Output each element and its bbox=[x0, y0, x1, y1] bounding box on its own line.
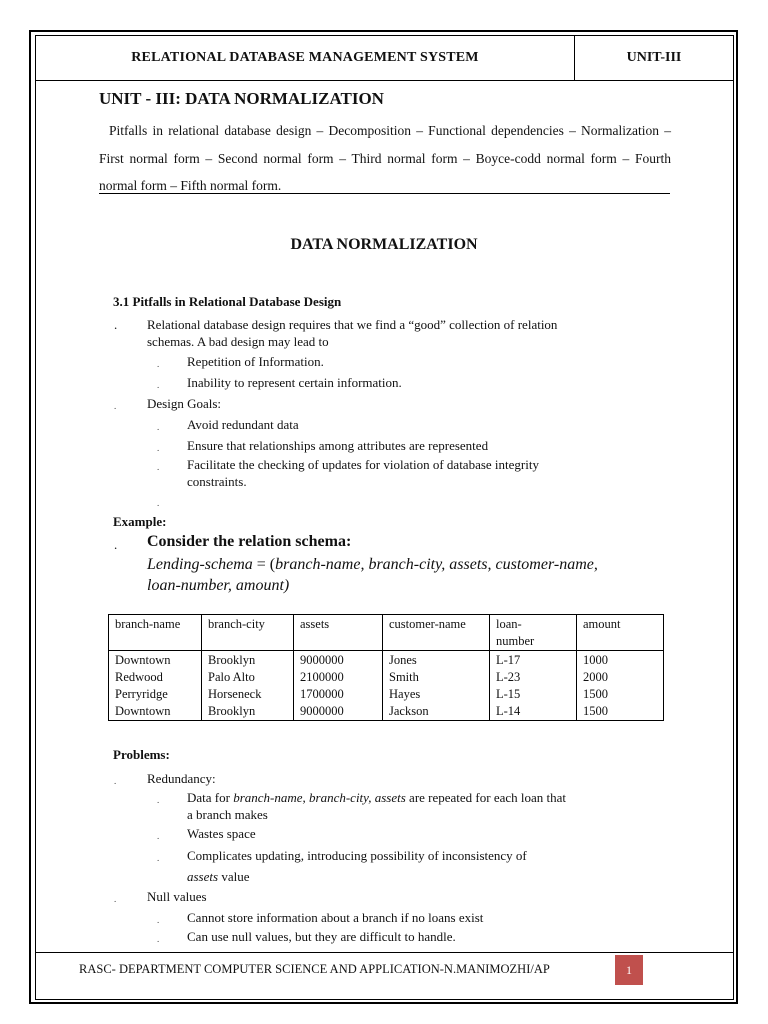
footer-rule bbox=[35, 952, 734, 953]
table-cell: L-17 bbox=[496, 653, 521, 667]
sub-bullet-marker: . bbox=[157, 831, 160, 841]
table-cell: Hayes bbox=[389, 687, 421, 701]
header-unit: UNIT-III bbox=[626, 50, 682, 65]
lending-table bbox=[108, 614, 664, 721]
sub-bullet-marker: . bbox=[157, 380, 160, 390]
header-title: RELATIONAL DATABASE MANAGEMENT SYSTEM bbox=[131, 50, 479, 65]
redundancy-item-1-line-2: a branch makes bbox=[187, 807, 268, 822]
sub-bullet-marker: . bbox=[157, 498, 160, 508]
bullet-marker: . bbox=[114, 317, 118, 332]
schema-equals: = ( bbox=[252, 556, 276, 573]
pitfall-inability: Inability to represent certain information. bbox=[187, 375, 402, 390]
problems-label: Problems: bbox=[113, 747, 170, 762]
sub-bullet-marker: . bbox=[157, 422, 160, 432]
redundancy-item-1-italic: branch-name, branch-city, assets bbox=[233, 790, 406, 805]
pitfalls-bullet-1-line-1: Relational database design requires that we find a “good” collection of relation bbox=[147, 317, 558, 332]
section-title: DATA NORMALIZATION bbox=[290, 236, 478, 253]
table-cell: Horseneck bbox=[208, 687, 262, 701]
schema-name: Lending-schema bbox=[147, 556, 253, 573]
page-number-badge: 1 bbox=[615, 955, 643, 985]
table-header-cell: loan- number bbox=[490, 615, 577, 651]
bullet-marker: . bbox=[114, 401, 117, 411]
table-cell: Downtown bbox=[115, 704, 171, 718]
table-cell: Palo Alto bbox=[208, 670, 255, 684]
sub-bullet-marker: . bbox=[157, 443, 160, 453]
table-cell: 1700000 bbox=[300, 687, 344, 701]
table-cell: L-23 bbox=[496, 670, 521, 684]
goal-avoid-redundant: Avoid redundant data bbox=[187, 417, 299, 432]
redundancy-item-2: Wastes space bbox=[187, 826, 256, 841]
lending-schema bbox=[147, 554, 617, 596]
sub-bullet-marker: . bbox=[157, 359, 160, 369]
header-rule bbox=[35, 80, 734, 81]
design-goals-label: Design Goals: bbox=[147, 396, 222, 411]
table-cell: Smith bbox=[389, 670, 419, 684]
table-cell: Brooklyn bbox=[208, 653, 256, 667]
null-values-label: Null values bbox=[147, 889, 207, 904]
table-cell: 1500 bbox=[583, 687, 608, 701]
table-cell: 2000 bbox=[583, 670, 608, 684]
table-cell: 1000 bbox=[583, 653, 608, 667]
table-body-row bbox=[109, 651, 664, 721]
sub-bullet-marker: . bbox=[157, 853, 160, 863]
table-header-cell: assets bbox=[294, 615, 383, 651]
bullet-marker: . bbox=[114, 537, 118, 552]
table-cell: 9000000 bbox=[300, 704, 344, 718]
footer-text: RASC- DEPARTMENT COMPUTER SCIENCE AND APPLICATION-N.MANIMOZHI/AP bbox=[79, 962, 550, 976]
pitfalls-heading: 3.1 Pitfalls in Relational Database Design bbox=[113, 294, 342, 309]
unit-heading: UNIT - III: DATA NORMALIZATION bbox=[99, 89, 384, 108]
intro-rule bbox=[99, 193, 670, 194]
table-cell-stack bbox=[577, 651, 664, 721]
goal-integrity-line-2: constraints. bbox=[187, 474, 247, 489]
sub-bullet-marker: . bbox=[157, 934, 160, 944]
table-cell: Jones bbox=[389, 653, 417, 667]
table-header-cell: amount bbox=[577, 615, 664, 651]
table-cell-stack bbox=[294, 651, 383, 721]
pitfalls-bullet-1-line-2: schemas. A bad design may lead to bbox=[147, 334, 329, 349]
sub-bullet-marker: . bbox=[157, 462, 160, 472]
table-header-row bbox=[109, 615, 664, 651]
table-header-cell: branch-name bbox=[109, 615, 202, 651]
table-cell: Brooklyn bbox=[208, 704, 256, 718]
sub-bullet-marker: . bbox=[157, 795, 160, 805]
redundancy-item-1-post: are repeated for each loan that bbox=[405, 790, 567, 805]
table-cell: Downtown bbox=[115, 653, 171, 667]
goal-integrity-line-1: Facilitate the checking of updates for violation of database integrity bbox=[187, 457, 539, 472]
bullet-marker: . bbox=[114, 894, 117, 904]
consider-heading: Consider the relation schema: bbox=[147, 533, 352, 550]
redundancy-item-3-post: value bbox=[218, 869, 250, 884]
table-cell-stack bbox=[202, 651, 294, 721]
redundancy-item-3-line-1: Complicates updating, introducing possibility of inconsistency of bbox=[187, 848, 527, 863]
sub-bullet-marker: . bbox=[157, 915, 160, 925]
table-cell: L-15 bbox=[496, 687, 521, 701]
null-item-1: Cannot store information about a branch if no loans exist bbox=[187, 910, 484, 925]
table-cell-stack bbox=[109, 651, 202, 721]
table-cell-stack bbox=[383, 651, 490, 721]
table-header-cell: customer-name bbox=[383, 615, 490, 651]
unit-intro: Pitfalls in relational database design – Decomposition – Functional dependencies – Normalization – First normal form – Second normal form – Third normal form – Boyce-codd normal form – Fourth normal form – Fifth normal form. bbox=[99, 123, 671, 193]
redundancy-item-3-italic: assets bbox=[187, 869, 219, 884]
table-cell: 1500 bbox=[583, 704, 608, 718]
table-cell: Perryridge bbox=[115, 687, 168, 701]
bullet-marker: . bbox=[114, 776, 117, 786]
redundancy-item-1 bbox=[187, 789, 566, 806]
table-cell: L-14 bbox=[496, 704, 521, 718]
table-header-cell: branch-city bbox=[202, 615, 294, 651]
table-cell-stack bbox=[490, 651, 577, 721]
table-cell: 9000000 bbox=[300, 653, 344, 667]
pitfall-repetition: Repetition of Information. bbox=[187, 354, 324, 369]
null-item-2: Can use null values, but they are difficult to handle. bbox=[187, 929, 456, 944]
example-label: Example: bbox=[113, 514, 167, 529]
table-cell: Jackson bbox=[389, 704, 429, 718]
redundancy-item-3-line-2 bbox=[187, 868, 249, 885]
redundancy-item-1-pre: Data for bbox=[187, 790, 234, 805]
table-cell: 2100000 bbox=[300, 670, 344, 684]
schema-attributes: branch-name, branch-city, assets, customer-name, loan-number, amount) bbox=[147, 556, 598, 594]
redundancy-label: Redundancy: bbox=[147, 771, 216, 786]
table-cell: Redwood bbox=[115, 670, 163, 684]
goal-relationships: Ensure that relationships among attributes are represented bbox=[187, 438, 489, 453]
